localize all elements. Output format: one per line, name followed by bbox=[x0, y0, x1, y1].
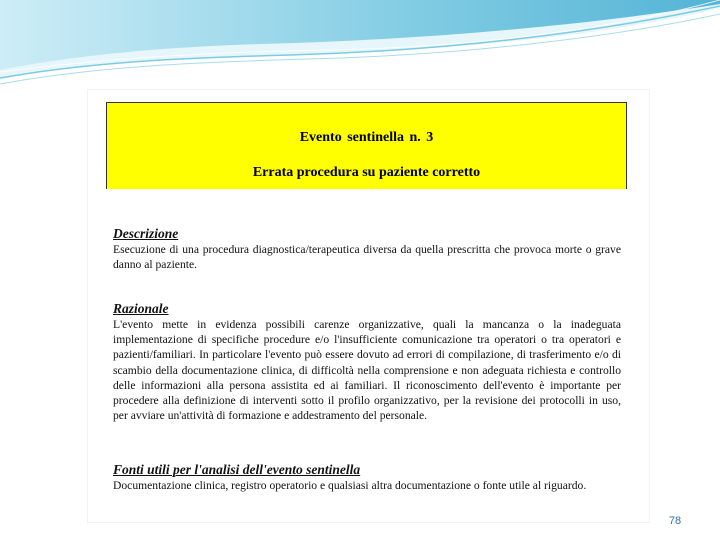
title-box bbox=[106, 102, 627, 189]
section-heading: Fonti utili per l'analisi dell'evento sentinella bbox=[113, 462, 361, 477]
document-page bbox=[88, 90, 649, 522]
title-line-1: Evento sentinella n. 3 bbox=[299, 130, 434, 145]
section-descrizione bbox=[113, 226, 621, 272]
section-fonti bbox=[113, 462, 621, 493]
section-heading: Razionale bbox=[113, 301, 169, 316]
slide-wave-decoration bbox=[0, 0, 720, 90]
section-heading: Descrizione bbox=[113, 226, 179, 241]
section-razionale bbox=[113, 301, 621, 423]
section-text: L'evento mette in evidenza possibili carenze organizzative, quali la mancanza o la inadeguata implementazione di specifiche procedure e/o l'insufficiente comunicazione tra operatori o tra operatori e pazienti/familiari. In particolare l'evento può essere dovuto ad errori di compilazione, di trasferimento e/o di scambio della documentazione clinica, di difficoltà nella comprensione e non adeguata richiesta e controllo delle informazioni alla persona assistita ed ai familiari. Il riconoscimento dell'evento è importante per procedere alla definizione di interventi sotto il profilo organizzativo, per la revisione dei protocolli in uso, per avviare un'attività di formazione e addestramento del personale. bbox=[113, 318, 621, 423]
section-text: Documentazione clinica, registro operatorio e qualsiasi altra documentazione o fonte utile al riguardo. bbox=[113, 479, 587, 492]
page-number: 78 bbox=[668, 515, 682, 527]
section-text: Esecuzione di una procedura diagnostica/terapeutica diversa da quella prescritta che provoca morte o grave danno al paziente. bbox=[113, 243, 621, 272]
title-line-2: Errata procedura su paziente corretto bbox=[252, 165, 481, 180]
